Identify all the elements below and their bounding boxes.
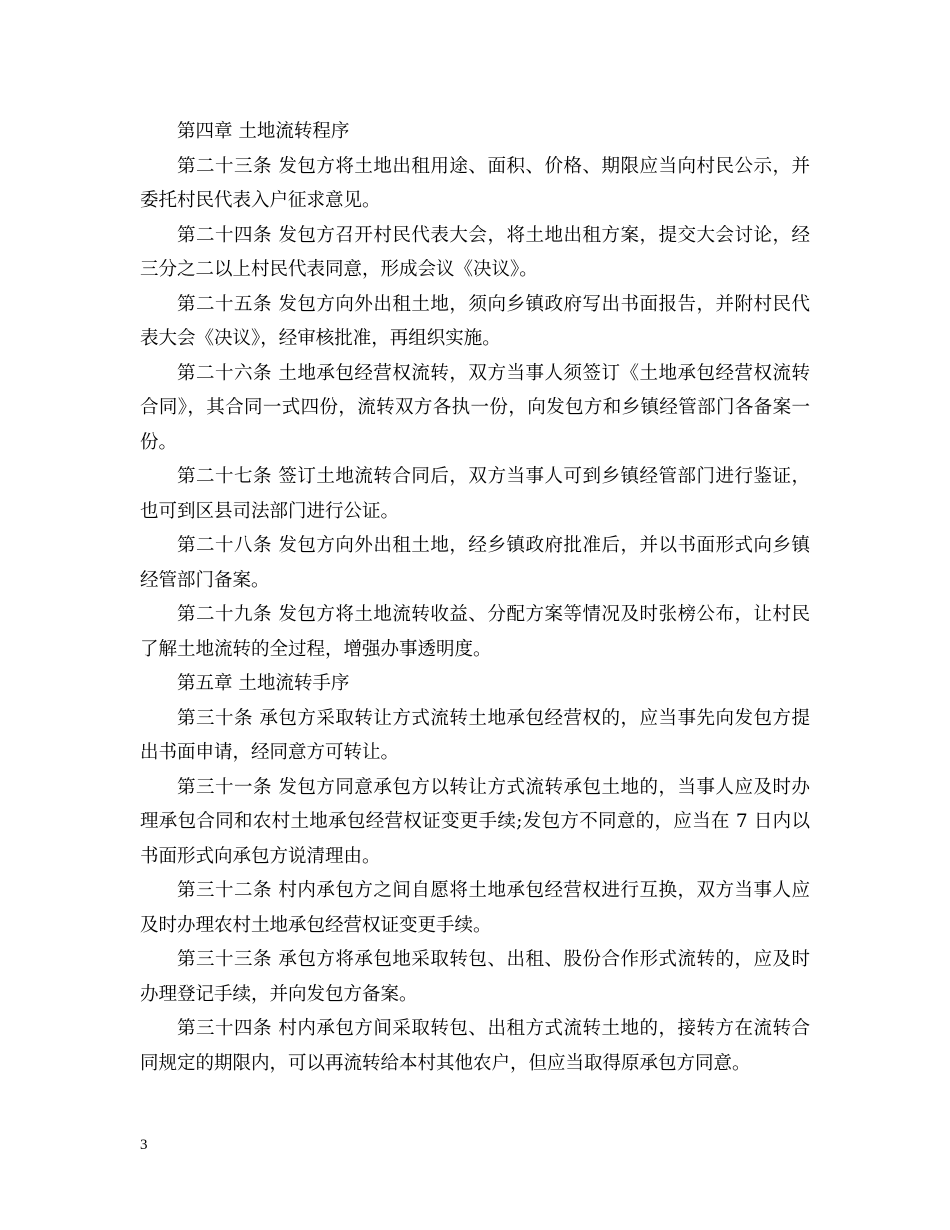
article-23: 第二十三条 发包方将土地出租用途、面积、价格、期限应当向村民公示，并委托村民代表入户征求意见。 bbox=[140, 155, 810, 211]
article-34: 第三十四条 村内承包方间采取转包、出租方式流转土地的，接转方在流转合同规定的期限内，可以再流转给本村其他农户，但应当取得原承包方同意。 bbox=[140, 1018, 810, 1074]
page-number: 3 bbox=[140, 1137, 148, 1153]
article-27: 第二十七条 签订土地流转合同后，双方当事人可到乡镇经管部门进行鉴证，也可到区县司法部门进行公证。 bbox=[140, 466, 810, 522]
chapter-heading-5: 第五章 土地流转手序 bbox=[177, 673, 350, 694]
article-28: 第二十八条 发包方向外出租土地，经乡镇政府批准后，并以书面形式向乡镇经管部门备案。 bbox=[140, 535, 810, 591]
article-31: 第三十一条 发包方同意承包方以转让方式流转承包土地的，当事人应及时办理承包合同和农村土地承包经营权证变更手续;发包方不同意的，应当在 7 日内以书面形式向承包方说清理由。 bbox=[140, 776, 810, 867]
chapter-heading-4: 第四章 土地流转程序 bbox=[177, 121, 350, 142]
article-25: 第二十五条 发包方向外出租土地，须向乡镇政府写出书面报告，并附村民代表大会《决议》，经审核批准，再组织实施。 bbox=[140, 293, 810, 349]
article-32: 第三十二条 村内承包方之间自愿将土地承包经营权进行互换，双方当事人应及时办理农村土地承包经营权证变更手续。 bbox=[140, 880, 810, 936]
article-24: 第二十四条 发包方召开村民代表大会，将土地出租方案，提交大会讨论，经三分之二以上村民代表同意，形成会议《决议》。 bbox=[140, 224, 810, 280]
document-body bbox=[140, 115, 810, 1081]
article-26: 第二十六条 土地承包经营权流转，双方当事人须签订《土地承包经营权流转合同》，其合同一式四份，流转双方各执一份，向发包方和乡镇经管部门各备案一份。 bbox=[140, 362, 810, 453]
article-33: 第三十三条 承包方将承包地采取转包、出租、股份合作形式流转的，应及时办理登记手续，并向发包方备案。 bbox=[140, 949, 810, 1005]
article-29: 第二十九条 发包方将土地流转收益、分配方案等情况及时张榜公布，让村民了解土地流转的全过程，增强办事透明度。 bbox=[140, 604, 810, 660]
article-30: 第三十条 承包方采取转让方式流转土地承包经营权的，应当事先向发包方提出书面申请，经同意方可转让。 bbox=[140, 707, 810, 763]
